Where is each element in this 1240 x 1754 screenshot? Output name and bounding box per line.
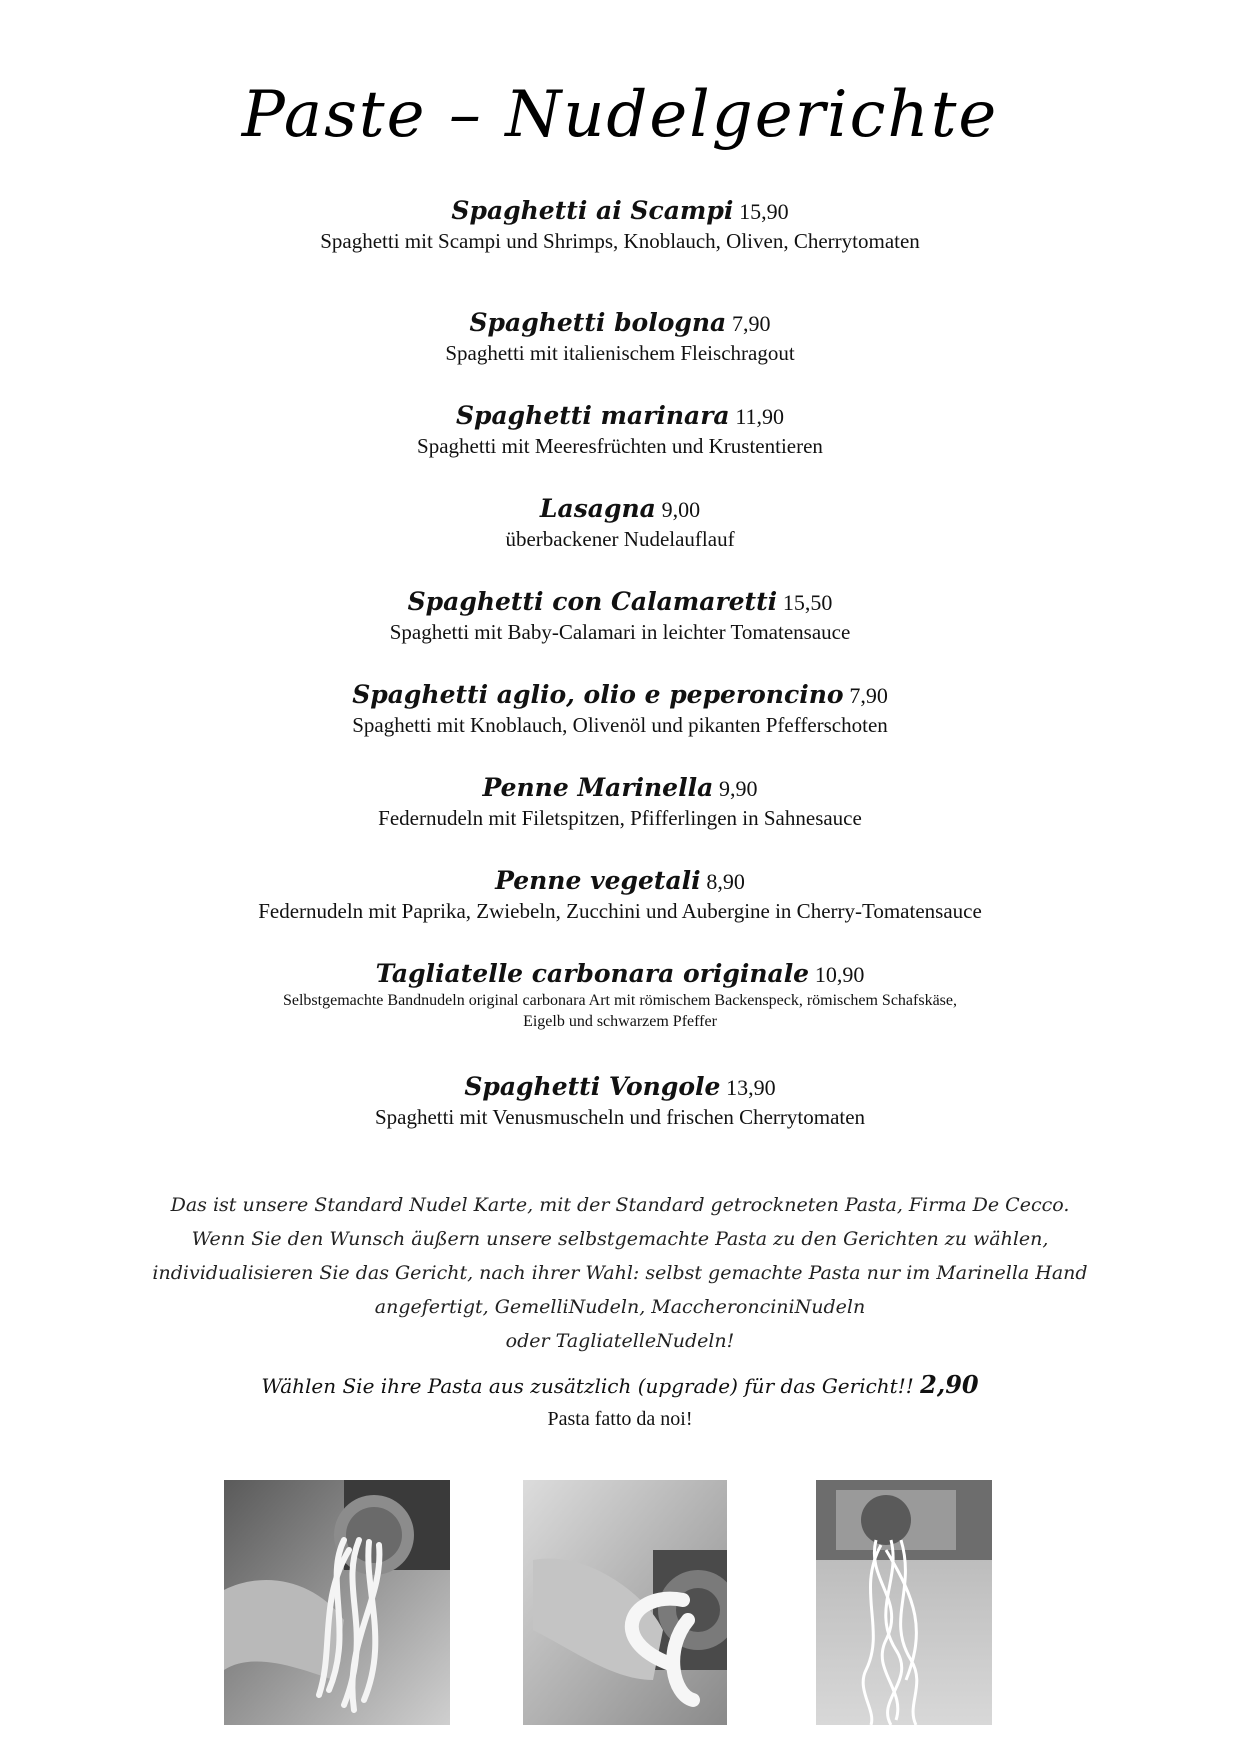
dish-name: Lasagna <box>539 494 656 523</box>
dish-price: 10,90 <box>814 962 865 987</box>
upgrade-price: 2,90 <box>920 1370 979 1399</box>
dish-item <box>0 401 1240 460</box>
dish-description: Spaghetti mit Meeresfrüchten und Krustentieren <box>417 434 823 458</box>
dish-item <box>0 866 1240 925</box>
dish-description: Spaghetti mit Knoblauch, Olivenöl und pikanten Pfefferschoten <box>352 713 888 737</box>
note-line: Wenn Sie den Wunsch äußern unsere selbstgemachte Pasta zu den Gerichten zu wählen, <box>191 1228 1049 1250</box>
dish-name: Spaghetti marinara <box>455 401 730 430</box>
dish-description-line1: Selbstgemachte Bandnudeln original carbonara Art mit römischem Backenspeck, römischem Schafskäse, <box>282 992 958 1009</box>
dish-name: Spaghetti Vongole <box>464 1072 721 1101</box>
tagline: Pasta fatto da noi! <box>547 1408 693 1430</box>
dish-description: Spaghetti mit italienischem Fleischragout <box>445 341 795 365</box>
dish-description-line2: Eigelb und schwarzem Pfeffer <box>523 1013 717 1030</box>
dish-name: Spaghetti ai Scampi <box>451 196 734 225</box>
dish-item <box>0 587 1240 646</box>
dish-description: Spaghetti mit Venusmuscheln und frischen Cherrytomaten <box>374 1105 866 1129</box>
dish-price: 9,00 <box>661 497 701 522</box>
maccheroncini-pasta-photo <box>523 1480 727 1725</box>
dish-price: 7,90 <box>849 683 888 708</box>
dish-item <box>0 1072 1240 1131</box>
dish-price: 7,90 <box>732 311 771 336</box>
note-line: oder TagliatelleNudeln! <box>505 1330 735 1352</box>
dish-description: überbackener Nudelauflauf <box>505 527 735 551</box>
note-line: individualisieren Sie das Gericht, nach ihrer Wahl: selbst gemachte Pasta nur im Marinella Hand <box>152 1262 1088 1284</box>
dish-description: Spaghetti mit Scampi und Shrimps, Knoblauch, Oliven, Cherrytomaten <box>320 229 920 253</box>
dish-price: 11,90 <box>735 404 785 429</box>
note-line: Das ist unsere Standard Nudel Karte, mit der Standard getrockneten Pasta, Firma De Cecco. <box>170 1194 1070 1216</box>
gemelli-pasta-photo <box>224 1480 450 1725</box>
dish-name: Penne vegetali <box>495 866 701 895</box>
dish-name: Spaghetti aglio, olio e peperoncino <box>352 680 844 709</box>
upgrade-text: Wählen Sie ihre Pasta aus zusätzlich (upgrade) für das Gericht!! <box>261 1374 914 1398</box>
dish-description: Federnudeln mit Filetspitzen, Pfifferlingen in Sahnesauce <box>378 806 862 830</box>
dish-name: Spaghetti con Calamaretti <box>407 587 778 616</box>
dish-item <box>0 773 1240 832</box>
dish-price: 13,90 <box>726 1075 776 1100</box>
dish-description: Federnudeln mit Paprika, Zwiebeln, Zucchini und Aubergine in Cherry-Tomatensauce <box>258 899 982 923</box>
dish-item <box>0 680 1240 739</box>
dish-price: 9,90 <box>719 776 758 801</box>
note-line: angefertigt, GemelliNudeln, MaccheronciniNudeln <box>374 1296 866 1318</box>
dish-name: Penne Marinella <box>482 773 714 802</box>
dish-item <box>0 494 1240 553</box>
dish-name: Spaghetti bologna <box>469 308 727 337</box>
dish-price: 15,50 <box>782 590 833 615</box>
dish-item <box>0 308 1240 367</box>
dish-price: 8,90 <box>706 869 745 894</box>
tagliatelle-pasta-photo <box>816 1480 992 1725</box>
pasta-note <box>100 1188 1140 1358</box>
upgrade-offer <box>0 1370 1240 1399</box>
dish-description: Spaghetti mit Baby-Calamari in leichter Tomatensauce <box>389 620 851 644</box>
dish-item <box>0 959 1240 1032</box>
page-title: Paste – Nudelgerichte <box>241 78 999 152</box>
dish-name: Tagliatelle carbonara originale <box>375 959 810 988</box>
dish-item <box>0 196 1240 255</box>
dish-price: 15,90 <box>739 199 789 224</box>
